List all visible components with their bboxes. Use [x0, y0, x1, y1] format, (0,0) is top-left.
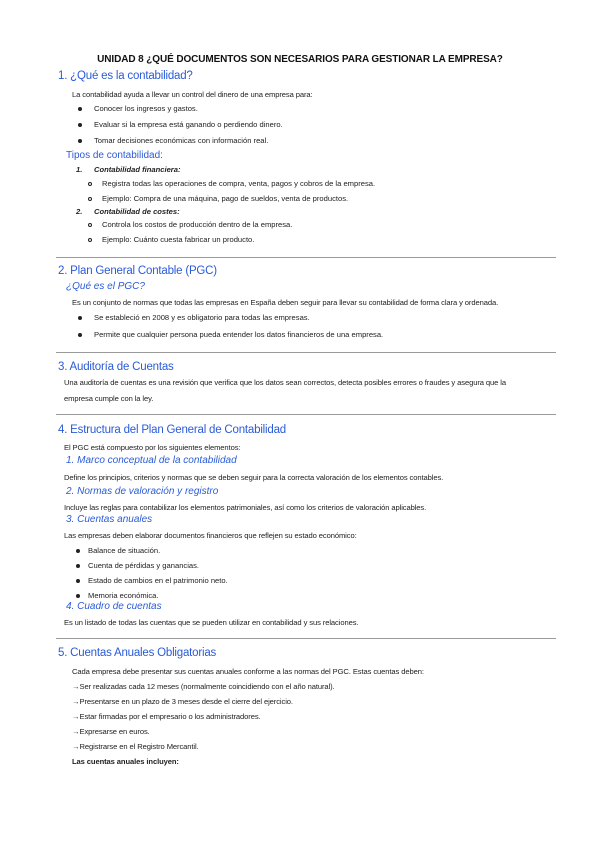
list-item: →Presentarse en un plazo de 3 meses desde el cierre del ejercicio. — [72, 697, 293, 706]
bullet-dot-icon — [78, 107, 82, 111]
section-5-intro: Cada empresa debe presentar sus cuentas anuales conforme a las normas del PGC. Estas cuentas deben: — [72, 667, 424, 676]
part-1-text: Define los principios, criterios y normas que se deben seguir para la correcta valoración de los elementos contables. — [64, 473, 444, 482]
bullet-circle-icon — [88, 197, 92, 201]
type-1-number: 1. — [76, 165, 83, 174]
part-3-text: Las empresas deben elaborar documentos financieros que reflejen su estado económico: — [64, 531, 357, 540]
bullet-dot-icon — [76, 549, 80, 553]
section-1-intro: La contabilidad ayuda a llevar un control del dinero de una empresa para: — [72, 90, 313, 99]
list-item: →Expresarse en euros. — [72, 727, 150, 736]
section-3-heading: 3. Auditoría de Cuentas — [58, 361, 174, 373]
part-2-title: 2. Normas de valoración y registro — [66, 486, 219, 497]
bullet-dot-icon — [76, 594, 80, 598]
section-2-text: Es un conjunto de normas que todas las empresas en España deben seguir para llevar su contabilidad de forma clara y ordenada. — [72, 298, 499, 307]
bullet-circle-icon — [88, 223, 92, 227]
section-divider — [56, 352, 556, 353]
list-item: Registra todas las operaciones de compra, venta, pagos y cobros de la empresa. — [102, 179, 376, 188]
types-heading: Tipos de contabilidad: — [66, 150, 163, 161]
list-item: Evaluar si la empresa está ganando o perdiendo dinero. — [94, 120, 283, 129]
section-divider — [56, 257, 556, 258]
section-divider — [56, 638, 556, 639]
part-2-text: Incluye las reglas para contabilizar los elementos patrimoniales, así como los criterios de valoración aplicables. — [64, 503, 427, 512]
list-item: Ejemplo: Compra de una máquina, pago de sueldos, venta de productos. — [102, 194, 349, 203]
list-item: Balance de situación. — [88, 546, 161, 555]
section-2-heading: 2. Plan General Contable (PGC) — [58, 265, 217, 277]
list-item: Ejemplo: Cuánto cuesta fabricar un producto. — [102, 235, 255, 244]
section-4-intro: El PGC está compuesto por los siguientes elementos: — [64, 443, 241, 452]
part-1-title: 1. Marco conceptual de la contabilidad — [66, 455, 237, 466]
section-divider — [56, 414, 556, 415]
part-4-text: Es un listado de todas las cuentas que se pueden utilizar en contabilidad y sus relaciones. — [64, 618, 359, 627]
bullet-dot-icon — [78, 333, 82, 337]
bullet-dot-icon — [78, 123, 82, 127]
type-2-number: 2. — [76, 207, 83, 216]
type-1-label: Contabilidad financiera: — [94, 165, 181, 174]
type-2-label: Contabilidad de costes: — [94, 207, 180, 216]
list-item: Se estableció en 2008 y es obligatorio para todas las empresas. — [94, 313, 310, 322]
list-item: Permite que cualquier persona pueda entender los datos financieros de una empresa. — [94, 330, 384, 339]
section-3-line-1: Una auditoría de cuentas es una revisión que verifica que los datos sean correctos, detecta posibles errores o fraudes y asegura que la — [64, 378, 506, 387]
bullet-dot-icon — [76, 564, 80, 568]
list-item: Conocer los ingresos y gastos. — [94, 104, 198, 113]
list-item: Cuenta de pérdidas y ganancias. — [88, 561, 200, 570]
list-item: →Registrarse en el Registro Mercantil. — [72, 742, 199, 751]
bullet-dot-icon — [76, 579, 80, 583]
list-item: Memoria económica. — [88, 591, 159, 600]
section-5-heading: 5. Cuentas Anuales Obligatorias — [58, 647, 217, 659]
list-item: →Estar firmadas por el empresario o los administradores. — [72, 712, 261, 721]
bullet-dot-icon — [78, 316, 82, 320]
list-item: →Ser realizadas cada 12 meses (normalmente coincidiendo con el año natural). — [72, 682, 335, 691]
section-4-heading: 4. Estructura del Plan General de Contabilidad — [58, 424, 286, 436]
section-3-line-2: empresa cumple con la ley. — [64, 394, 154, 403]
bullet-circle-icon — [88, 182, 92, 186]
section-1-heading: 1. ¿Qué es la contabilidad? — [58, 70, 193, 82]
section-5-closing: Las cuentas anuales incluyen: — [72, 757, 179, 766]
part-3-title: 3. Cuentas anuales — [66, 514, 153, 525]
part-4-title: 4. Cuadro de cuentas — [66, 601, 162, 612]
list-item: Estado de cambios en el patrimonio neto. — [88, 576, 228, 585]
section-2-subheading: ¿Qué es el PGC? — [66, 281, 145, 292]
page-title: UNIDAD 8 ¿QUÉ DOCUMENTOS SON NECESARIOS PARA GESTIONAR LA EMPRESA? — [97, 54, 503, 65]
bullet-dot-icon — [78, 139, 82, 143]
list-item: Tomar decisiones económicas con información real. — [94, 136, 269, 145]
bullet-circle-icon — [88, 238, 92, 242]
list-item: Controla los costos de producción dentro de la empresa. — [102, 220, 293, 229]
